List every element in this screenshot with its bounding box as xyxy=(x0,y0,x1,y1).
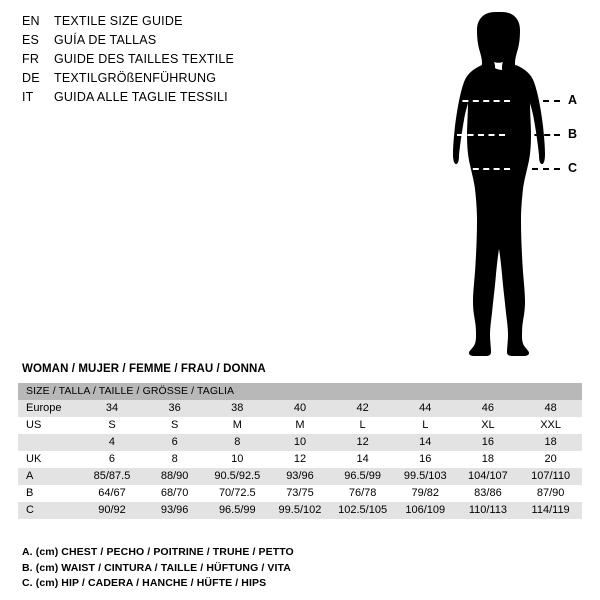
cell: 90/92 xyxy=(81,502,144,519)
chest-leader-line xyxy=(510,100,560,102)
cell: 16 xyxy=(394,451,457,468)
cell: XL xyxy=(457,417,520,434)
cell: 99.5/103 xyxy=(394,468,457,485)
row-label: US xyxy=(18,417,81,434)
cell: 110/113 xyxy=(457,502,520,519)
hip-leader-line xyxy=(510,168,560,170)
legend-line-b: B. (cm) WAIST / CINTURA / TAILLE / HÜFTUNG / VITA xyxy=(22,561,291,574)
table-row xyxy=(18,485,582,502)
cell: 114/119 xyxy=(519,502,582,519)
cell: 18 xyxy=(519,434,582,451)
cell: 90.5/92.5 xyxy=(206,468,269,485)
cell: 96.5/99 xyxy=(206,502,269,519)
cell: 76/78 xyxy=(331,485,394,502)
table-row xyxy=(18,417,582,434)
cell: L xyxy=(331,417,394,434)
cell: 70/72.5 xyxy=(206,485,269,502)
cell: 79/82 xyxy=(394,485,457,502)
language-code: ES xyxy=(22,33,40,47)
language-code: DE xyxy=(22,71,40,85)
table-row xyxy=(18,400,582,417)
language-row xyxy=(22,52,322,71)
cell: 20 xyxy=(519,451,582,468)
language-title: GUIDE DES TAILLES TEXTILE xyxy=(54,52,235,66)
cell: 36 xyxy=(143,400,206,417)
cell: M xyxy=(269,417,332,434)
section-title: WOMAN / MUJER / FEMME / FRAU / DONNA xyxy=(22,363,266,375)
language-code: IT xyxy=(22,90,34,104)
cell: 87/90 xyxy=(519,485,582,502)
cell: 64/67 xyxy=(81,485,144,502)
cell: 93/96 xyxy=(269,468,332,485)
table-row xyxy=(18,434,582,451)
language-title: TEXTILE SIZE GUIDE xyxy=(54,14,183,28)
table-row xyxy=(18,502,582,519)
cell: 4 xyxy=(81,434,144,451)
cell: 18 xyxy=(457,451,520,468)
legend-line-a: A. (cm) CHEST / PECHO / POITRINE / TRUHE / PETTO xyxy=(22,546,294,558)
waist-leader-line xyxy=(505,134,560,136)
measure-label-c: C xyxy=(568,161,578,175)
legend-line-c: C. (cm) HIP / CADERA / HANCHE / HÜFTE / HIPS xyxy=(22,577,267,589)
table-header-label: SIZE / TALLA / TAILLE / GRÖSSE / TAGLIA xyxy=(18,383,582,400)
measure-label-b: B xyxy=(568,127,578,141)
row-label: A xyxy=(18,468,81,485)
language-row xyxy=(22,14,322,33)
cell: 16 xyxy=(457,434,520,451)
language-title: GUIDA ALLE TAGLIE TESSILI xyxy=(54,90,228,104)
cell: 8 xyxy=(206,434,269,451)
waist-measure-line xyxy=(457,134,505,136)
size-table xyxy=(18,383,582,519)
table-row xyxy=(18,468,582,485)
cell: 12 xyxy=(331,434,394,451)
cell: 48 xyxy=(519,400,582,417)
language-row xyxy=(22,90,322,109)
language-title: TEXTILGRÖßENFÜHRUNG xyxy=(54,71,217,85)
language-title-block xyxy=(22,14,322,109)
cell: 68/70 xyxy=(143,485,206,502)
size-table-wrapper xyxy=(18,383,582,519)
cell: 8 xyxy=(143,451,206,468)
cell: 38 xyxy=(206,400,269,417)
cell: 44 xyxy=(394,400,457,417)
row-label: B xyxy=(18,485,81,502)
cell: 102.5/105 xyxy=(331,502,394,519)
language-code: FR xyxy=(22,52,40,66)
cell: S xyxy=(143,417,206,434)
cell: 88/90 xyxy=(143,468,206,485)
cell: 107/110 xyxy=(519,468,582,485)
cell: 10 xyxy=(269,434,332,451)
cell: M xyxy=(206,417,269,434)
cell: 99.5/102 xyxy=(269,502,332,519)
row-label: Europe xyxy=(18,400,81,417)
cell: XXL xyxy=(519,417,582,434)
measure-label-a: A xyxy=(568,93,578,107)
cell: 6 xyxy=(143,434,206,451)
cell: 104/107 xyxy=(457,468,520,485)
cell: 46 xyxy=(457,400,520,417)
language-row xyxy=(22,33,322,52)
language-code: EN xyxy=(22,14,40,28)
language-row xyxy=(22,71,322,90)
cell: L xyxy=(394,417,457,434)
hip-measure-line xyxy=(452,168,510,170)
cell: 93/96 xyxy=(143,502,206,519)
cell: 83/86 xyxy=(457,485,520,502)
cell: 10 xyxy=(206,451,269,468)
cell: 34 xyxy=(81,400,144,417)
cell: 106/109 xyxy=(394,502,457,519)
chest-measure-line xyxy=(452,100,510,102)
cell: 73/75 xyxy=(269,485,332,502)
table-row xyxy=(18,451,582,468)
woman-silhouette-icon xyxy=(430,8,560,373)
body-measurement-figure xyxy=(400,8,595,373)
row-label: C xyxy=(18,502,81,519)
table-header-row xyxy=(18,383,582,400)
row-label xyxy=(18,434,81,451)
cell: S xyxy=(81,417,144,434)
cell: 85/87.5 xyxy=(81,468,144,485)
measurement-legend xyxy=(22,545,294,592)
cell: 6 xyxy=(81,451,144,468)
row-label: UK xyxy=(18,451,81,468)
cell: 96.5/99 xyxy=(331,468,394,485)
cell: 40 xyxy=(269,400,332,417)
cell: 12 xyxy=(269,451,332,468)
language-title: GUÍA DE TALLAS xyxy=(54,33,157,47)
cell: 14 xyxy=(331,451,394,468)
cell: 14 xyxy=(394,434,457,451)
cell: 42 xyxy=(331,400,394,417)
